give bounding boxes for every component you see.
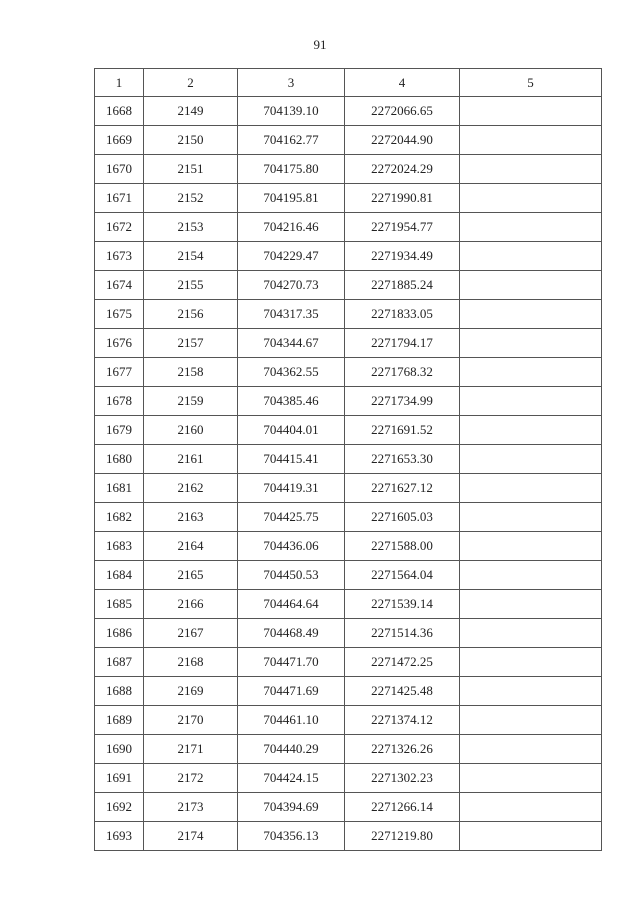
table-cell: 2271605.03 [345, 503, 460, 532]
table-cell: 2271472.25 [345, 648, 460, 677]
table-row [95, 271, 602, 300]
table-cell: 704229.47 [238, 242, 345, 271]
table-cell: 2156 [144, 300, 238, 329]
table-cell: 2153 [144, 213, 238, 242]
table-cell: 1692 [95, 793, 144, 822]
table-cell: 704175.80 [238, 155, 345, 184]
table-cell: 2173 [144, 793, 238, 822]
table-cell: 2168 [144, 648, 238, 677]
table-cell: 1670 [95, 155, 144, 184]
table-row [95, 97, 602, 126]
table-row [95, 416, 602, 445]
table-cell [460, 271, 602, 300]
table-cell: 704317.35 [238, 300, 345, 329]
table-cell: 2271219.80 [345, 822, 460, 851]
table-cell [460, 706, 602, 735]
table-row [95, 619, 602, 648]
table-cell: 1679 [95, 416, 144, 445]
table-cell [460, 648, 602, 677]
table-cell: 2151 [144, 155, 238, 184]
table-cell: 2165 [144, 561, 238, 590]
table-cell [460, 126, 602, 155]
table-row [95, 474, 602, 503]
table-cell [460, 242, 602, 271]
table-cell: 2271990.81 [345, 184, 460, 213]
table-cell: 2167 [144, 619, 238, 648]
table-cell: 704415.41 [238, 445, 345, 474]
column-header: 1 [95, 69, 144, 97]
table-cell: 1671 [95, 184, 144, 213]
table-cell: 704424.15 [238, 764, 345, 793]
table-row [95, 184, 602, 213]
table-row [95, 735, 602, 764]
column-header: 2 [144, 69, 238, 97]
table-cell: 2271627.12 [345, 474, 460, 503]
table-cell: 1687 [95, 648, 144, 677]
column-header: 4 [345, 69, 460, 97]
table-cell [460, 503, 602, 532]
table-cell: 2271588.00 [345, 532, 460, 561]
table-cell: 2271934.49 [345, 242, 460, 271]
table-cell: 2172 [144, 764, 238, 793]
table-row [95, 648, 602, 677]
table-cell: 2272066.65 [345, 97, 460, 126]
table-cell: 2158 [144, 358, 238, 387]
table-cell: 704270.73 [238, 271, 345, 300]
table-cell: 704419.31 [238, 474, 345, 503]
column-header: 5 [460, 69, 602, 97]
table-cell: 2271514.36 [345, 619, 460, 648]
table-cell: 704139.10 [238, 97, 345, 126]
table-body [95, 97, 602, 851]
table-cell: 2169 [144, 677, 238, 706]
table-row [95, 793, 602, 822]
table-cell: 2271833.05 [345, 300, 460, 329]
table-cell [460, 793, 602, 822]
table-cell: 2162 [144, 474, 238, 503]
table-cell: 2271266.14 [345, 793, 460, 822]
table-cell: 1683 [95, 532, 144, 561]
table-cell: 2271768.32 [345, 358, 460, 387]
table-cell: 1668 [95, 97, 144, 126]
table-cell [460, 445, 602, 474]
table-cell [460, 561, 602, 590]
table-row [95, 561, 602, 590]
table-cell [460, 677, 602, 706]
table-cell: 2271691.52 [345, 416, 460, 445]
table-cell: 2272044.90 [345, 126, 460, 155]
table-cell: 2155 [144, 271, 238, 300]
table-row [95, 590, 602, 619]
table-cell: 704162.77 [238, 126, 345, 155]
table-cell: 2271734.99 [345, 387, 460, 416]
table-cell: 1690 [95, 735, 144, 764]
table-cell: 704195.81 [238, 184, 345, 213]
table-cell: 704394.69 [238, 793, 345, 822]
table-cell: 2149 [144, 97, 238, 126]
table-cell: 2166 [144, 590, 238, 619]
table-cell: 704440.29 [238, 735, 345, 764]
table-cell: 2271885.24 [345, 271, 460, 300]
table-cell: 704471.70 [238, 648, 345, 677]
table-cell: 704362.55 [238, 358, 345, 387]
table-cell: 704450.53 [238, 561, 345, 590]
table-cell: 2150 [144, 126, 238, 155]
table-row [95, 242, 602, 271]
table-row [95, 387, 602, 416]
table-cell: 1682 [95, 503, 144, 532]
table-cell: 704436.06 [238, 532, 345, 561]
table-cell: 2271302.23 [345, 764, 460, 793]
table-row [95, 706, 602, 735]
table-cell [460, 213, 602, 242]
column-header: 3 [238, 69, 345, 97]
table-cell: 2174 [144, 822, 238, 851]
table-cell: 2272024.29 [345, 155, 460, 184]
table-cell [460, 300, 602, 329]
table-cell [460, 474, 602, 503]
table-row [95, 300, 602, 329]
table-cell: 2271653.30 [345, 445, 460, 474]
table-cell: 704464.64 [238, 590, 345, 619]
table-cell: 704468.49 [238, 619, 345, 648]
table-cell: 704404.01 [238, 416, 345, 445]
table-cell [460, 358, 602, 387]
table-cell: 1669 [95, 126, 144, 155]
table-cell: 704344.67 [238, 329, 345, 358]
table-cell: 1678 [95, 387, 144, 416]
table-cell [460, 735, 602, 764]
table-cell: 1681 [95, 474, 144, 503]
table-cell: 1691 [95, 764, 144, 793]
table-cell: 1673 [95, 242, 144, 271]
table-cell: 2271539.14 [345, 590, 460, 619]
table-cell: 2170 [144, 706, 238, 735]
table-row [95, 213, 602, 242]
table-cell: 1685 [95, 590, 144, 619]
coordinates-table [94, 68, 602, 851]
table-header-row [95, 69, 602, 97]
table-cell: 2163 [144, 503, 238, 532]
table-cell: 1674 [95, 271, 144, 300]
table-cell: 704216.46 [238, 213, 345, 242]
table-cell [460, 822, 602, 851]
table-row [95, 764, 602, 793]
table-row [95, 126, 602, 155]
table-cell [460, 416, 602, 445]
table-cell: 2160 [144, 416, 238, 445]
table-cell [460, 184, 602, 213]
table-cell: 1686 [95, 619, 144, 648]
table-cell: 2159 [144, 387, 238, 416]
table-cell: 2271564.04 [345, 561, 460, 590]
table-cell: 2152 [144, 184, 238, 213]
table-cell: 1689 [95, 706, 144, 735]
table-row [95, 532, 602, 561]
table-cell: 704385.46 [238, 387, 345, 416]
table-cell: 2171 [144, 735, 238, 764]
table-cell: 2164 [144, 532, 238, 561]
table-cell: 2154 [144, 242, 238, 271]
table-cell [460, 764, 602, 793]
table-row [95, 677, 602, 706]
table-cell [460, 329, 602, 358]
table-cell: 2271794.17 [345, 329, 460, 358]
table-cell: 1676 [95, 329, 144, 358]
table-cell: 1688 [95, 677, 144, 706]
table-cell: 704461.10 [238, 706, 345, 735]
page-number: 91 [313, 37, 327, 52]
table-cell: 2271374.12 [345, 706, 460, 735]
table-cell: 2271425.48 [345, 677, 460, 706]
table-cell: 2271326.26 [345, 735, 460, 764]
table-row [95, 155, 602, 184]
table-row [95, 822, 602, 851]
table-cell: 1680 [95, 445, 144, 474]
table-cell: 1675 [95, 300, 144, 329]
table-cell: 704471.69 [238, 677, 345, 706]
table-cell: 2157 [144, 329, 238, 358]
table-cell: 1677 [95, 358, 144, 387]
table-cell [460, 155, 602, 184]
table-cell [460, 619, 602, 648]
table-cell [460, 97, 602, 126]
table-row [95, 358, 602, 387]
table-cell: 1693 [95, 822, 144, 851]
table-cell: 704425.75 [238, 503, 345, 532]
table-cell: 2271954.77 [345, 213, 460, 242]
table-cell [460, 590, 602, 619]
table-row [95, 445, 602, 474]
table-cell: 2161 [144, 445, 238, 474]
table-row [95, 503, 602, 532]
table-cell [460, 387, 602, 416]
table-row [95, 329, 602, 358]
table-cell: 1672 [95, 213, 144, 242]
table-cell: 704356.13 [238, 822, 345, 851]
table-cell: 1684 [95, 561, 144, 590]
table-cell [460, 532, 602, 561]
